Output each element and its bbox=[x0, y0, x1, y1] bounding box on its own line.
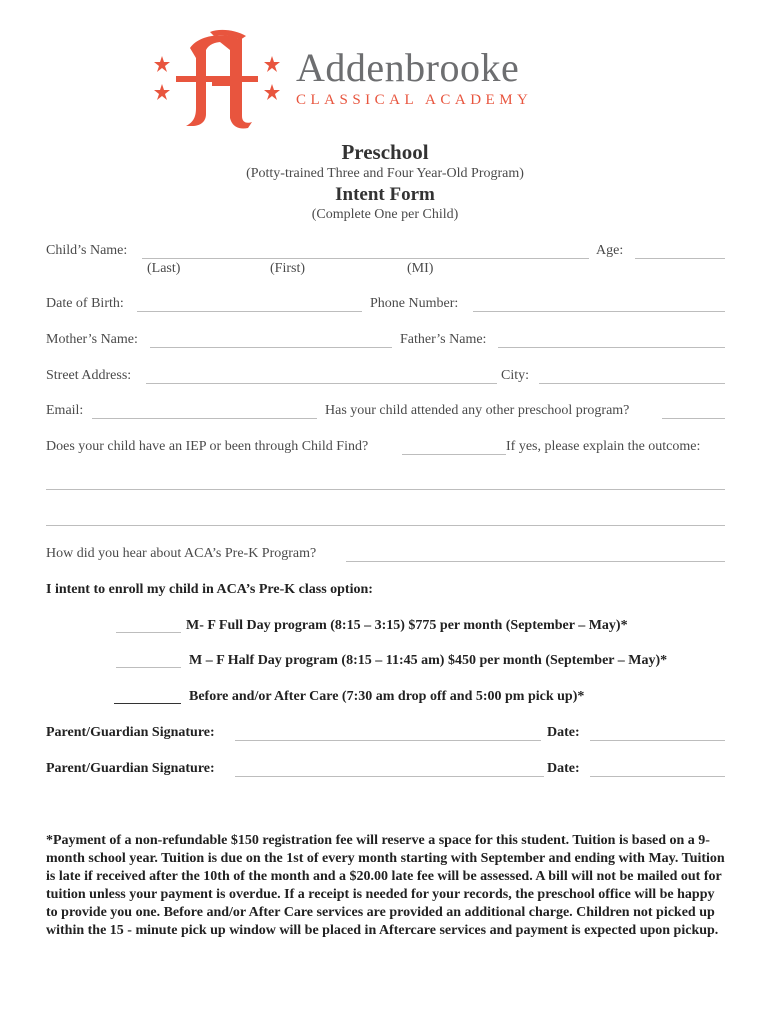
iep-explain-field-1[interactable] bbox=[46, 489, 725, 490]
iep-explain-label: If yes, please explain the outcome: bbox=[506, 439, 701, 454]
signature-1-label: Parent/Guardian Signature: bbox=[46, 725, 215, 740]
father-name-label: Father’s Name: bbox=[400, 332, 487, 347]
logo-subtitle: CLASSICAL ACADEMY bbox=[296, 92, 533, 108]
street-address-field[interactable] bbox=[146, 383, 497, 384]
dob-field[interactable] bbox=[137, 311, 362, 312]
phone-label: Phone Number: bbox=[370, 296, 459, 311]
form-heading-preschool: Preschool bbox=[341, 140, 429, 164]
option-full-day-checkline[interactable] bbox=[116, 632, 181, 633]
iep-label: Does your child have an IEP or been through Child Find? bbox=[46, 439, 369, 454]
mother-name-label: Mother’s Name: bbox=[46, 332, 138, 347]
form-title: Intent Form bbox=[335, 184, 435, 205]
child-name-label: Child’s Name: bbox=[46, 243, 128, 258]
option-half-day-checkline[interactable] bbox=[116, 667, 181, 668]
email-field[interactable] bbox=[92, 418, 317, 419]
option-care-checkline[interactable] bbox=[114, 703, 181, 704]
monogram-a-icon bbox=[150, 28, 290, 133]
logo-wordmark: Addenbrooke bbox=[296, 45, 520, 90]
signature-1-field[interactable] bbox=[235, 740, 541, 741]
date-2-label: Date: bbox=[547, 761, 580, 776]
name-mi-caption: (MI) bbox=[407, 261, 434, 276]
street-address-label: Street Address: bbox=[46, 368, 132, 383]
iep-explain-field-2[interactable] bbox=[46, 525, 725, 526]
heard-about-label: How did you hear about ACA’s Pre-K Program? bbox=[46, 546, 317, 561]
name-first-caption: (First) bbox=[270, 261, 305, 276]
name-last-caption: (Last) bbox=[147, 261, 181, 276]
city-field[interactable] bbox=[539, 383, 725, 384]
mother-name-field[interactable] bbox=[150, 347, 392, 348]
city-label: City: bbox=[501, 368, 530, 383]
email-label: Email: bbox=[46, 403, 84, 418]
payment-footnote: *Payment of a non-refundable $150 registration fee will reserve a space for this student. Tuition is based on a 9-month school year. Tuition is due on the 1st of every month starting with September and ending with May. Tuition is late if received after the 10th of the month and a $20.00 late fee will be assessed. A bill will not be mailed out for tuition unless your payment is overdue. If a receipt is needed for your records, the preschool office will be happy to provide you one. Before and/or After Care services are provided an additional charge. Children not picked up within the 15 - minute pick up window will be placed in Aftercare services and payment is expected upon pickup. bbox=[46, 833, 725, 938]
enroll-heading: I intent to enroll my child in ACA’s Pre-K class option: bbox=[46, 582, 373, 597]
father-name-field[interactable] bbox=[498, 347, 725, 348]
date-2-field[interactable] bbox=[590, 776, 725, 777]
option-care-label: Before and/or After Care (7:30 am drop off and 5:00 pm pick up)* bbox=[189, 689, 585, 704]
phone-field[interactable] bbox=[473, 311, 725, 312]
dob-label: Date of Birth: bbox=[46, 296, 124, 311]
other-preschool-field[interactable] bbox=[662, 418, 725, 419]
option-half-day-label: M – F Half Day program (8:15 – 11:45 am) $450 per month (September – May)* bbox=[189, 653, 668, 668]
date-1-label: Date: bbox=[547, 725, 580, 740]
child-name-field[interactable] bbox=[142, 258, 589, 259]
academy-logo bbox=[150, 28, 620, 133]
form-instruction: (Complete One per Child) bbox=[311, 207, 459, 222]
signature-2-field[interactable] bbox=[235, 776, 544, 777]
program-note: (Potty-trained Three and Four Year-Old Program) bbox=[246, 166, 524, 181]
heard-about-field[interactable] bbox=[346, 561, 725, 562]
signature-2-label: Parent/Guardian Signature: bbox=[46, 761, 215, 776]
other-preschool-label: Has your child attended any other preschool program? bbox=[325, 403, 630, 418]
age-field[interactable] bbox=[635, 258, 725, 259]
date-1-field[interactable] bbox=[590, 740, 725, 741]
option-full-day-label: M- F Full Day program (8:15 – 3:15) $775 per month (September – May)* bbox=[186, 618, 628, 633]
age-label: Age: bbox=[596, 243, 624, 258]
iep-field[interactable] bbox=[402, 454, 506, 455]
